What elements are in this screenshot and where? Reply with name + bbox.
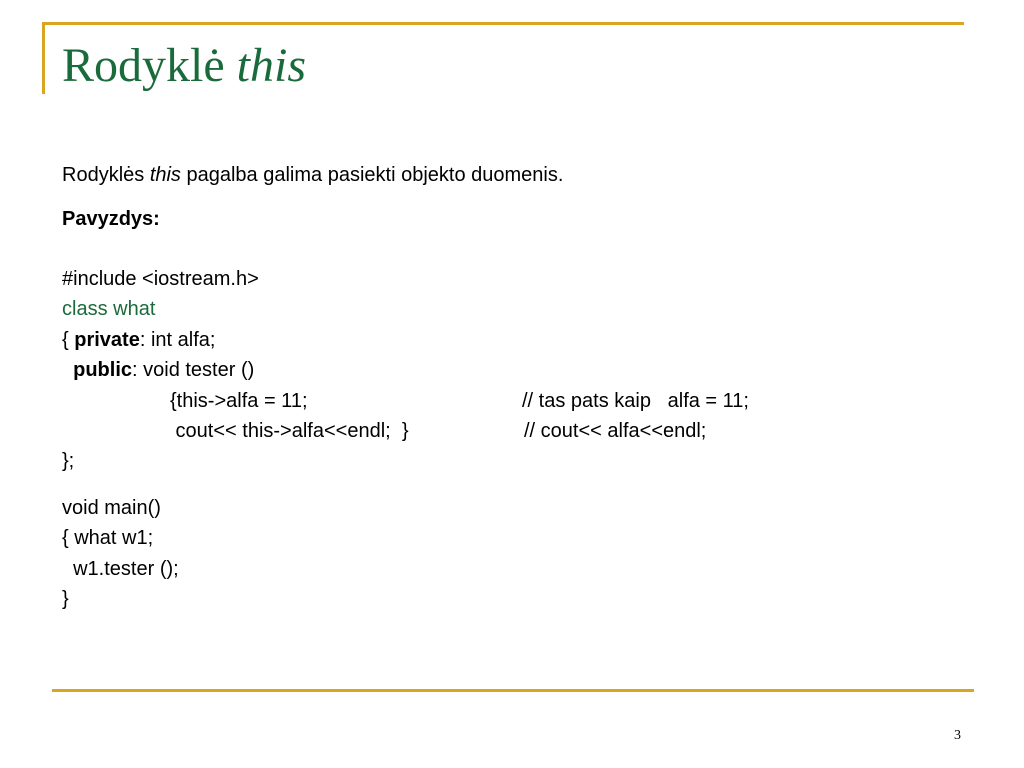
title-main: Rodyklė (62, 39, 225, 92)
page-number: 3 (954, 728, 961, 743)
cout-comment: // cout<< alfa<<endl; (524, 419, 707, 442)
code-line-class: class what (62, 298, 156, 321)
top-rule (42, 22, 964, 25)
code-line-main-call: w1.tester (); (62, 557, 179, 580)
code-line-cout (62, 416, 982, 446)
code-line-private (62, 325, 982, 355)
code-line-public (62, 355, 982, 385)
title-keyword: this (236, 39, 307, 92)
code-line-main: void main() (62, 496, 161, 519)
code-line-assign (62, 386, 982, 416)
cout-code: cout<< this->alfa<<endl; } (170, 419, 409, 442)
intro-text (62, 160, 982, 190)
private-rest: : int alfa; (139, 328, 216, 351)
code-line-main-close: } (62, 587, 69, 610)
code-block (62, 264, 982, 614)
intro-after: pagalba galima pasiekti objekto duomenis. (180, 164, 564, 186)
slide-body (62, 160, 982, 614)
code-line-class-close: }; (62, 450, 75, 473)
public-keyword: public (73, 359, 133, 382)
public-indent (62, 359, 73, 381)
example-label-text: Pavyzdys: (62, 208, 160, 230)
assign-code: {this->alfa = 11; (170, 389, 308, 412)
slide-title (62, 40, 306, 93)
intro-before: Rodyklės (62, 164, 150, 186)
code-line-main-open: { what w1; (62, 527, 154, 550)
left-rule (42, 22, 45, 94)
bottom-rule (52, 689, 974, 692)
code-line-include: #include <iostream.h> (62, 268, 259, 290)
example-label (62, 204, 982, 234)
private-open: { (62, 328, 75, 351)
private-keyword: private (74, 328, 140, 351)
intro-keyword: this (149, 164, 181, 186)
assign-comment: // tas pats kaip alfa = 11; (522, 389, 749, 412)
public-rest: : void tester () (132, 359, 255, 382)
